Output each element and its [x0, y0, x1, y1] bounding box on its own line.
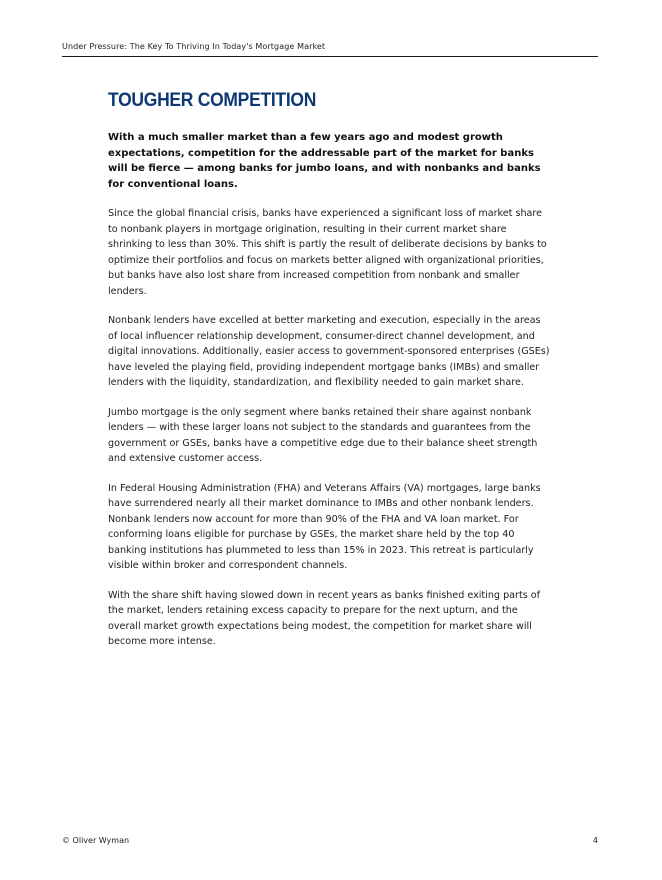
- page-number: 4: [592, 836, 598, 845]
- lead-paragraph: With a much smaller market than a few years ago and modest growth expectations, competition for the addressable part of the market for banks will be fierce — among banks for jumbo loans, and with nonbanks and banks for conventional loans.: [108, 132, 541, 190]
- body-paragraph: Nonbank lenders have excelled at better marketing and execution, especially in the areas of local influencer relationship development, consumer-direct channel development, and digital innovations. Additionally, easier access to government-sponsored enterprises (GSEs) have leveled the playing field, providing independent mortgage banks (IMBs) and smaller lenders with the liquidity, standardization, and flexibility needed to gain market share.: [108, 315, 550, 388]
- running-header: Under Pressure: The Key To Thriving In Today's Mortgage Market: [62, 42, 326, 51]
- header-divider: [62, 56, 598, 57]
- body-paragraph: With the share shift having slowed down in recent years as banks finished exiting parts of the market, lenders retaining excess capacity to prepare for the next upturn, and the overall market growth expectations being modest, the competition for market share will become more intense.: [108, 589, 541, 647]
- section-title: TOUGHER COMPETITION: [108, 90, 317, 111]
- body-paragraph: In Federal Housing Administration (FHA) and Veterans Affairs (VA) mortgages, large banks have surrendered nearly all their market dominance to IMBs and other nonbank lenders. Nonbank lenders now account for more than 90% of the FHA and VA loan market. For conforming loans eligible for purchase by GSEs, the market share held by the top 40 banking institutions has plummeted to less than 15% in 2023. This retreat is particularly visible within broker and correspondent channels.: [108, 482, 541, 571]
- body-paragraph: Jumbo mortgage is the only segment where banks retained their share against nonbank lenders — with these larger loans not subject to the standards and guarantees from the government or GSEs, banks have a competitive edge due to their balance sheet strength and extensive customer access.: [108, 406, 538, 464]
- footer-copyright: © Oliver Wyman: [62, 836, 130, 845]
- body-paragraph: Since the global financial crisis, banks have experienced a significant loss of market share to nonbank players in mortgage origination, resulting in their current market share shrinking to less than 30%. This shift is partly the result of deliberate decisions by banks to optimize their portfolios and focus on markets better aligned with organizational priorities, but banks have also lost share from increased competition from nonbank and smaller lenders.: [108, 208, 547, 297]
- article-body: [108, 130, 552, 664]
